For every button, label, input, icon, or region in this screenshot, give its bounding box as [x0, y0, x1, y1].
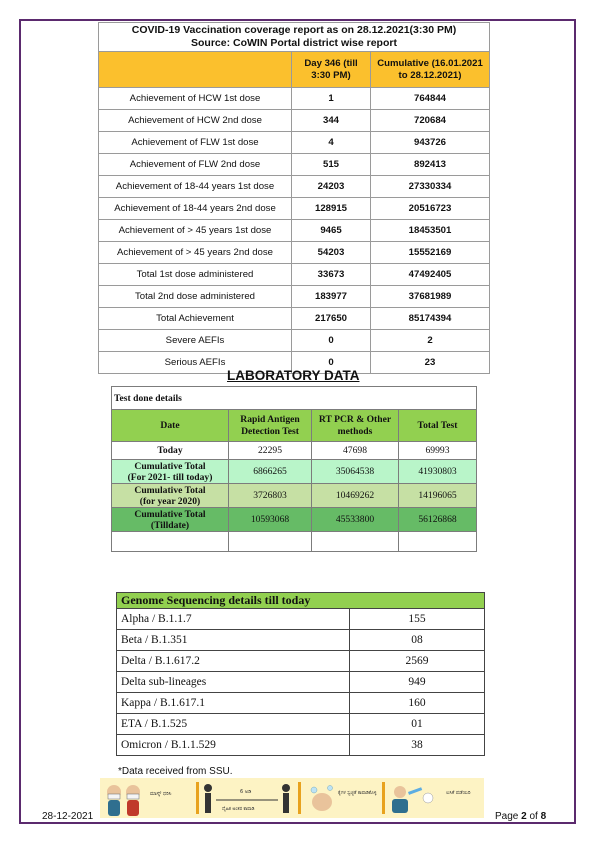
vaccination-row-cumulative: 27330334	[371, 176, 490, 198]
lab-tests-label: Test done details	[112, 387, 477, 410]
vaccination-row-cumulative: 47492405	[371, 264, 490, 286]
page-of: of	[526, 811, 541, 822]
genome-variant: Delta / B.1.617.2	[117, 651, 350, 672]
vaccination-row	[99, 176, 490, 198]
vaccination-row-label: Serious AEFIs	[99, 352, 292, 374]
genome-variant: Delta sub-lineages	[117, 672, 350, 693]
lab-row-total: 56126868	[399, 508, 477, 532]
vaccination-title-row	[99, 23, 490, 52]
vaccination-table	[98, 22, 490, 374]
vaccination-row-label: Achievement of > 45 years 1st dose	[99, 220, 292, 242]
lab-row-date-line2: (for year 2020)	[139, 495, 201, 507]
vaccination-row-day: 183977	[292, 286, 371, 308]
genome-count: 155	[350, 609, 485, 630]
vaccination-row-label: Total 2nd dose administered	[99, 286, 292, 308]
covid-behaviour-banner	[100, 778, 484, 818]
lab-row	[112, 442, 477, 460]
genome-variant: Beta / B.1.351	[117, 630, 350, 651]
vaccination-row-day: 128915	[292, 198, 371, 220]
vaccination-row-day: 54203	[292, 242, 371, 264]
lab-row	[112, 484, 477, 508]
vaccination-row	[99, 110, 490, 132]
genome-variant: Omicron / B.1.1.529	[117, 735, 350, 756]
page-current: 2	[521, 811, 527, 822]
lab-row-rtpcr: 45533800	[312, 508, 399, 532]
lab-col-rapid-line2: Detection Test	[241, 425, 299, 437]
lab-row-date-line2: (For 2021- till today)	[127, 471, 213, 483]
vaccination-row-label: Achievement of 18-44 years 2nd dose	[99, 198, 292, 220]
lab-title: LABORATORY DATA	[227, 368, 360, 383]
vaccination-row-day: 1	[292, 88, 371, 110]
vaccination-row-label: Achievement of FLW 2nd dose	[99, 154, 292, 176]
lab-row-rapid: 3726803	[229, 484, 312, 508]
vaccination-row-cumulative: 37681989	[371, 286, 490, 308]
lab-header-row	[112, 410, 477, 442]
genome-count: 949	[350, 672, 485, 693]
vaccination-header-cumulative	[371, 52, 490, 88]
vaccination-row	[99, 330, 490, 352]
vaccination-row-label: Achievement of 18-44 years 1st dose	[99, 176, 292, 198]
genome-row	[117, 672, 485, 693]
lab-row-rtpcr: 47698	[312, 442, 399, 460]
vaccination-row-label: Total Achievement	[99, 308, 292, 330]
banner-panel4-text: ಲಸಿಕೆ ಪಡೆಯಿರಿ	[446, 790, 471, 796]
vaccination-row-cumulative: 15552169	[371, 242, 490, 264]
lab-empty-cell	[312, 532, 399, 552]
vaccination-row	[99, 286, 490, 308]
genome-count: 38	[350, 735, 485, 756]
lab-empty-cell	[229, 532, 312, 552]
lab-tests-label-row	[112, 387, 477, 410]
vaccination-row-day: 4	[292, 132, 371, 154]
genome-variant: Alpha / B.1.1.7	[117, 609, 350, 630]
lab-row-date-line1: Cumulative Total	[134, 460, 206, 472]
lab-empty-cell	[112, 532, 229, 552]
vaccination-row-cumulative: 892413	[371, 154, 490, 176]
lab-col-rtpcr-line2: methods	[337, 425, 373, 437]
vaccination-header-blank	[99, 52, 292, 88]
lab-col-rtpcr	[312, 410, 399, 442]
lab-table	[111, 386, 477, 552]
vaccination-row-label: Achievement of HCW 1st dose	[99, 88, 292, 110]
genome-variant: ETA / B.1.525	[117, 714, 350, 735]
vaccination-row-day: 9465	[292, 220, 371, 242]
lab-row-total: 14196065	[399, 484, 477, 508]
vaccination-row-cumulative: 720684	[371, 110, 490, 132]
banner-divider	[382, 782, 385, 814]
vaccination-row	[99, 88, 490, 110]
lab-row-date	[112, 442, 229, 460]
vaccination-row	[99, 264, 490, 286]
page-prefix: Page	[495, 811, 522, 822]
genome-count: 01	[350, 714, 485, 735]
lab-row-date-line1: Cumulative Total	[134, 508, 206, 520]
lab-row-rtpcr: 35064538	[312, 460, 399, 484]
lab-row-date-line1: Today	[157, 445, 183, 456]
page-number	[495, 811, 546, 822]
data-source-note: *Data received from SSU.	[118, 766, 233, 777]
banner-panel2-top-text: 6 ಅಡಿ	[240, 789, 252, 795]
vaccination-row-label: Achievement of FLW 1st dose	[99, 132, 292, 154]
vaccination-row-cumulative: 764844	[371, 88, 490, 110]
banner-panel2-bottom-text: ದೈಹಿಕ ಅಂತರ ಕಾಪಾಡಿ	[222, 807, 255, 812]
genome-count: 08	[350, 630, 485, 651]
lab-row-rtpcr: 10469262	[312, 484, 399, 508]
genome-variant: Kappa / B.1.617.1	[117, 693, 350, 714]
lab-row-total: 69993	[399, 442, 477, 460]
vaccination-row-label: Achievement of HCW 2nd dose	[99, 110, 292, 132]
lab-row-total: 41930803	[399, 460, 477, 484]
vaccination-row-day: 33673	[292, 264, 371, 286]
lab-col-rapid-line1: Rapid Antigen	[240, 413, 300, 425]
page-total: 8	[540, 811, 547, 822]
genome-row	[117, 609, 485, 630]
genome-body	[117, 609, 485, 756]
vaccination-row-day: 344	[292, 110, 371, 132]
banner-divider	[298, 782, 301, 814]
vaccination-row-label: Total 1st dose administered	[99, 264, 292, 286]
banner-panel1-text: ಮಾಸ್ಕ್ ಧರಿಸಿ	[150, 791, 172, 797]
vaccination-row	[99, 154, 490, 176]
vaccination-row-day: 217650	[292, 308, 371, 330]
vaccination-row	[99, 132, 490, 154]
vaccination-row-cumulative: 2	[371, 330, 490, 352]
lab-col-total: Total Test	[399, 410, 477, 442]
lab-empty-row	[112, 532, 477, 552]
vaccination-title-line2: Source: CoWIN Portal district wise report	[191, 37, 397, 49]
footer-date: 28-12-2021	[42, 811, 94, 822]
vaccination-row-day: 0	[292, 330, 371, 352]
lab-empty-cell	[399, 532, 477, 552]
lab-row-rapid: 22295	[229, 442, 312, 460]
header-day-line2: 3:30 PM)	[311, 69, 351, 81]
genome-table	[116, 592, 485, 756]
vaccination-row-day: 0	[292, 352, 371, 374]
vaccination-row-cumulative: 23	[371, 352, 490, 374]
vaccination-body	[99, 88, 490, 374]
lab-col-rapid	[229, 410, 312, 442]
header-cum-line2: to 28.12.2021)	[398, 69, 462, 81]
header-cum-line1: Cumulative (16.01.2021	[377, 57, 483, 69]
vaccination-row-label: Achievement of > 45 years 2nd dose	[99, 242, 292, 264]
banner-panel3-text: ಕೈಗಳ ಸ್ವಚ್ಛತೆ ಕಾಪಾಡಿಕೊಳ್ಳಿ	[338, 791, 377, 796]
vaccination-title-line1: COVID-19 Vaccination coverage report as on 28.12.2021(3:30 PM)	[131, 24, 457, 36]
lab-row-date-line2: (Tilldate)	[150, 519, 190, 531]
lab-row	[112, 508, 477, 532]
vaccination-row-cumulative: 18453501	[371, 220, 490, 242]
genome-row	[117, 735, 485, 756]
lab-body	[112, 442, 477, 532]
vaccination-row	[99, 242, 490, 264]
vaccination-row-cumulative: 85174394	[371, 308, 490, 330]
vaccination-row-cumulative: 20516723	[371, 198, 490, 220]
lab-row-date	[112, 484, 229, 508]
vaccination-row	[99, 308, 490, 330]
lab-col-date: Date	[112, 410, 229, 442]
lab-col-rtpcr-line1: RT PCR & Other	[318, 413, 392, 425]
lab-row-rapid: 10593068	[229, 508, 312, 532]
genome-row	[117, 630, 485, 651]
lab-row-date-line1: Cumulative Total	[134, 484, 206, 496]
genome-header-row	[117, 593, 485, 609]
vaccination-header-row	[99, 52, 490, 88]
genome-count: 2569	[350, 651, 485, 672]
genome-row	[117, 693, 485, 714]
vaccination-row-cumulative: 943726	[371, 132, 490, 154]
genome-title: Genome Sequencing details till today	[117, 593, 485, 609]
vaccination-row-day: 24203	[292, 176, 371, 198]
vaccination-row-label: Severe AEFIs	[99, 330, 292, 352]
genome-count: 160	[350, 693, 485, 714]
vaccination-row-day: 515	[292, 154, 371, 176]
vaccination-header-day	[292, 52, 371, 88]
genome-row	[117, 714, 485, 735]
vaccination-title	[99, 23, 490, 52]
lab-row-rapid: 6866265	[229, 460, 312, 484]
lab-row-date	[112, 460, 229, 484]
lab-row-date	[112, 508, 229, 532]
genome-row	[117, 651, 485, 672]
vaccination-row	[99, 198, 490, 220]
header-day-line1: Day 346 (till	[304, 57, 358, 69]
lab-row	[112, 460, 477, 484]
vaccination-row	[99, 220, 490, 242]
